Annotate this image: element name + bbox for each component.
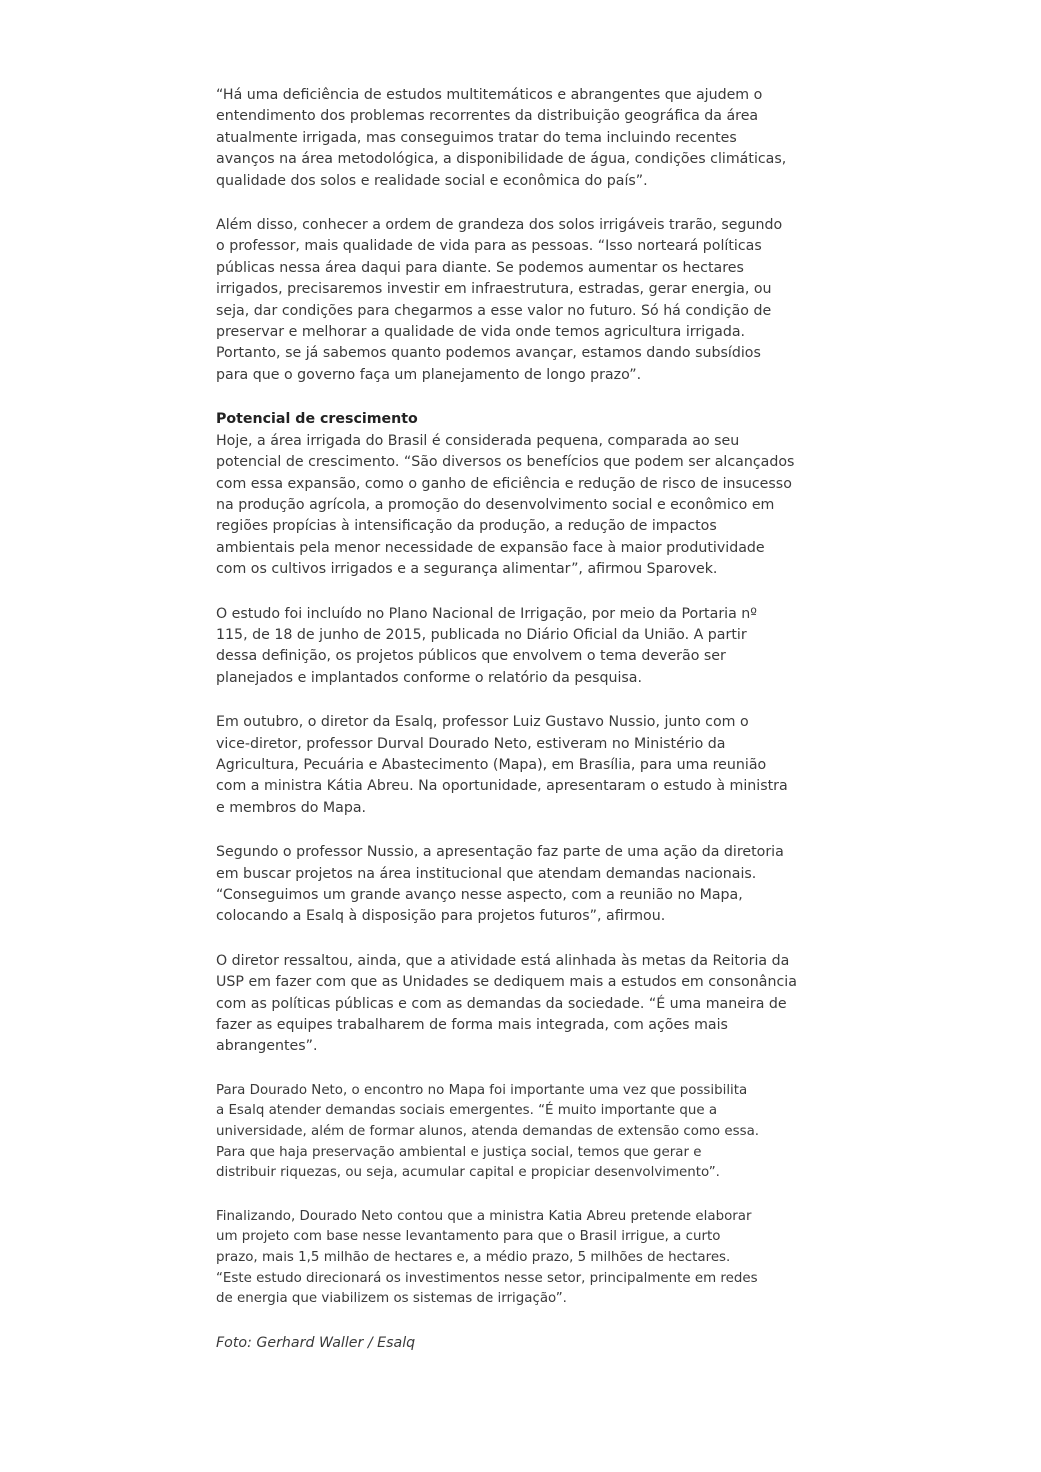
paragraph-quote-deficiency: “Há uma deficiência de estudos multitemáticos e abrangentes que ajudem o entendimento dos problemas recorrentes da distribuição geográfica da área atualmente irrigada, mas conseguimos tratar do tema incluindo recentes avanços na área metodológica, a disponibilidade de água, condições climáticas, qualidade dos solos e realidade social e econômica do país”. (216, 87, 787, 189)
photo-credit: Foto: Gerhard Waller / Esalq (216, 1334, 416, 1351)
article-body (216, 85, 828, 1354)
paragraph-national-plan: O estudo foi incluído no Plano Nacional de Irrigação, por meio da Portaria nº 115, de 18 de junho de 2015, publicada no Diário Oficial da União. A partir dessa definição, os projetos públicos que envolvem o tema deverão ser planejados e implantados conforme o relatório da pesquisa. (216, 605, 757, 686)
paragraph-irrigable-soils: Além disso, conhecer a ordem de grandeza dos solos irrigáveis trarão, segundo o professor, mais qualidade de vida para as pessoas. “Isso norteará políticas públicas nessa área daqui para diante. Se podemos aumentar os hectares irrigados, precisaremos investir em infraestrutura, estradas, gerar energia, ou seja, dar condições para chegarmos a esse valor no futuro. Só há condição de preservar e melhorar a qualidade de vida onde temos agricultura irrigada. Portanto, se já sabemos quanto podemos avançar, estamos dando subsídios para que o governo faça um planejamento de longo prazo”. (216, 217, 783, 383)
paragraph-dourado-neto: Para Dourado Neto, o encontro no Mapa foi importante uma vez que possibilita a Esalq atender demandas sociais emergentes. “É muito importante que a universidade, além de formar alunos, atenda demandas de extensão como essa. Para que haja preservação ambiental e justiça social, temos que gerar e distribuir riquezas, ou seja, acumular capital e propiciar desenvolvimento”. (216, 1082, 760, 1181)
paragraph-usp-goals: O diretor ressaltou, ainda, que a atividade está alinhada às metas da Reitoria da USP em fazer com que as Unidades se dediquem mais a estudos em consonância com as políticas públicas e com as demandas da sociedade. “É uma maneira de fazer as equipes trabalharem de forma mais integrada, com ações mais abrangentes”. (216, 952, 797, 1055)
paragraph-growth-potential: Hoje, a área irrigada do Brasil é considerada pequena, comparada ao seu potencial de crescimento. “São diversos os benefícios que podem ser alcançados com essa expansão, como o ganho de eficiência e redução de risco de insucesso na produção agrícola, a promoção do desenvolvimento social e econômico em regiões propícias à intensificação da produção, a redução de impactos ambientais pela menor necessidade de expansão face à maior produtividade com os cultivos irrigados e a segurança alimentar”, afirmou Sparovek. (216, 432, 795, 578)
paragraph-ministry-visit: Em outubro, o diretor da Esalq, professor Luiz Gustavo Nussio, junto com o vice-diretor, professor Durval Dourado Neto, estiveram no Ministério da Agricultura, Pecuária e Abastecimento (Mapa), em Brasília, para uma reunião com a ministra Kátia Abreu. Na oportunidade, apresentaram o estudo à ministra e membros do Mapa. (216, 714, 788, 816)
paragraph-nussio-quote: Segundo o professor Nussio, a apresentação faz parte de uma ação da diretoria em buscar projetos na área institucional que atendam demandas nacionais. “Conseguimos um grande avanço nesse aspecto, com a reunião no Mapa, colocando a Esalq à disposição para projetos futuros”, afirmou. (216, 844, 784, 925)
paragraph-closing: Finalizando, Dourado Neto contou que a ministra Katia Abreu pretende elaborar um projeto com base nesse levantamento para que o Brasil irrigue, a curto prazo, mais 1,5 milhão de hectares e, a médio prazo, 5 milhões de hectares. “Este estudo direcionará os investimentos nesse setor, principalmente em redes de energia que viabilizem os sistemas de irrigação”. (216, 1208, 758, 1307)
section-heading: Potencial de crescimento (216, 411, 418, 428)
